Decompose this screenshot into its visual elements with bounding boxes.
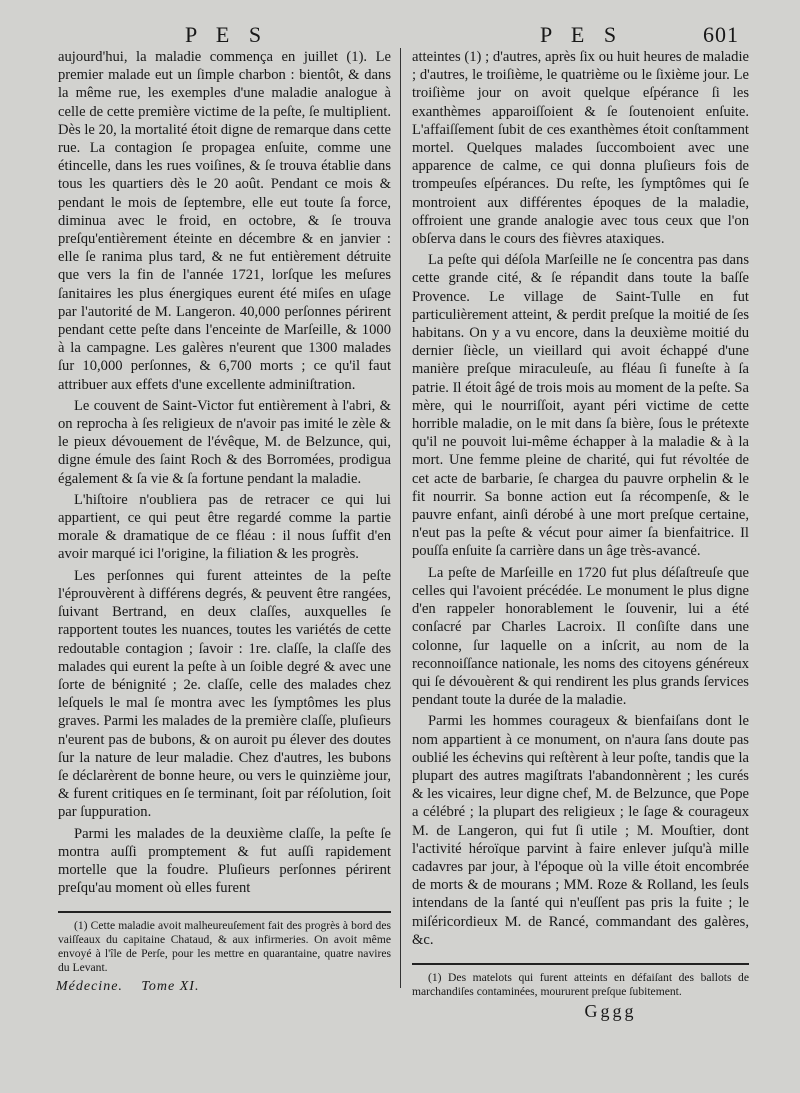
paragraph: La peſte de Marſeille en 1720 fut plus déſaſtreuſe que celles qui l'avoient précédée. Le monument le plus digne d'en rappeler honorablement le ſouvenir, lui a été conſacré par Charles Lacroix. Il conſiſte dans une colonne, ſur laquelle on a inſcrit, au nom de la reconnoiſſance nationale, les noms des citoyens généreux qui ſe dévouèrent & qui rendirent les plus grands ſervices pendant toute la durée de la maladie. xyxy=(412,564,749,709)
running-head-right: P E S xyxy=(540,22,624,47)
signature-volume: Tome XI. xyxy=(141,979,200,995)
signature-line xyxy=(58,978,391,996)
page-number: 601 xyxy=(703,22,739,47)
paragraph: atteintes (1) ; d'autres, après ſix ou huit heures de maladie ; d'autres, le troiſième, le quatrième ou le ſixième jour. Le troiſième jour on avoit quelque eſpérance ſi les exanthèmes apparoiſſoient & ſe ſoutenoient enſuite. L'affaiſſement ſubit de ces exanthèmes étoit conſtamment mortel. Quelques malades ſuccomboient avec une apparence de calme, ce qui donna pluſieurs fois de trompeuſes eſpérances. Du reſte, les ſymptômes qui ſe montroient aux différentes époques de la maladie, offroient une grande analogie avec tous ceux que l'on obſerva dans le cours des fièvres ataxiques. xyxy=(412,49,749,248)
paragraph: L'hiſtoire n'oubliera pas de retracer ce qui lui appartient, ce qui peut être regardé comme la partie morale & dramatique de ce fléau : il nous ſuffit d'en avoir marqué ici l'origine, la filiation & les progrès. xyxy=(58,491,391,563)
footnote: (1) Des matelots qui furent atteints en défaiſant des ballots de marchandiſes contaminées, moururent preſque ſubitement. xyxy=(412,970,749,998)
column-divider xyxy=(400,48,401,988)
footnote: (1) Cette maladie avoit malheureuſement fait des progrès à bord des vaiſſeaux du capitaine Chataud, & aux infirmeries. On avoit même envoyé à l'île de Perſe, pour les mettre en quarantaine, quatre navires du Levant. xyxy=(58,919,391,975)
running-head-left: P E S xyxy=(185,22,269,47)
paragraph: Parmi les malades de la deuxième claſſe, la peſte ſe montra auſſi promptement & fut auſſi rapidement mortelle que la foudre. Pluſieurs perſonnes périrent preſqu'au moment où elles furent xyxy=(58,825,391,897)
signature-label: Médecine. xyxy=(56,979,123,995)
running-head xyxy=(0,22,800,48)
paragraph: La peſte qui déſola Marſeille ne ſe concentra pas dans cette grande cité, & ſe répandit dans toute la baſſe Provence. Le village de Saint-Tulle en fut particulièrement atteint, & perdit preſque la moitié de ſes habitans. On y a vu encore, dans la deuxième moitié du dernier ſiècle, un vieillard qui avoit échappé d'une manière preſque miraculeuſe, au fléau ſi funeſte à ſa patrie. Il étoit âgé de trois mois au moment de la peſte. Sa mère, qui le nourriſſoit, ayant péri victime de cette horrible maladie, on le mit dans ſa bière, ſous le prétexte qu'il ne pouvoit lui-même échapper à la maladie & à la mort. Une femme pleine de charité, qui fut révoltée de cet acte de barbarie, ſe chargea du pauvre orphelin & le fit nourrir. Sa bonne action eut ſa récompenſe, & le pauvre enfant, ainſi dérobé à une mort preſque certaine, n'eut pas la peſte & vécut pour aimer ſa bienfaitrice. Il pouſſa enſuite ſa carrière dans un âge très-avancé. xyxy=(412,252,749,560)
paragraph: aujourd'hui, la maladie commença en juillet (1). Le premier malade eut un ſimple charbon : bientôt, & dans la même rue, les exemples d'une maladie analogue à celle de cette première victime de la peſte, ſe multiplient. Dès le 20, la mortalité étoit digne de remarque dans cette rue. La contagion ſe propagea enſuite, comme une étincelle, dans les rues voiſines, & ſe trouva établie dans tous les quartiers dès le 20 août. Pendant ce mois & pendant le mois de ſeptembre, elle eut toute ſa force, diminua avec le froid, en octobre, & ſe trouva preſqu'entièrement éteinte en décembre & en janvier : elle ſe ranima plus tard, & ne fut entièrement détruite que vers la fin de l'année 1721, lorſque les meſures ſanitaires les plus énergiques eurent été miſes en uſage par l'autorité de M. Langeron. 40,000 perſonnes périrent pendant cette peſte dans l'enceinte de Marſeille, & 1000 à la campagne. Les galères n'eurent que 1300 malades ſur 10,000 perſonnes, & 6,700 morts ; ce qu'il faut attribuer aux effets d'une excellente adminiſtration. xyxy=(58,49,391,393)
paragraph: Parmi les hommes courageux & bienfaiſans dont le nom appartient à ce monument, on n'aura ſans doute pas oublié les échevins qui reſtèrent à leur poſte, tandis que la plupart des autres magiſtrats l'abandonnèrent ; les curés & les vicaires, leur digne chef, M. de Belzunce, que Pope a célébré ; la plupart des religieux ; le ſage & courageux M. de Langeron, qui fut ſi utile ; M. Mouſtier, dont l'activité héroïque parvint à faire enlever juſqu'à mille cadavres par jour, à l'époque où la ville étoit encombrée de morts & de mourans ; MM. Roze & Rolland, les ſeuls intendans de la ſanté qui n'euſſent pas pris la fuite ; le miſéricordieux M. de Rancé, commandant des galères, &c. xyxy=(412,713,749,948)
left-column xyxy=(58,48,391,997)
gathering-mark: Gggg xyxy=(584,1000,637,1021)
paragraph: Les perſonnes qui furent atteintes de la peſte l'éprouvèrent à différens degrés, & peuvent être rangées, ſuivant Bertrand, en deux claſſes, auxquelles ſe rapportent toutes les nuances, toutes les variétés de cette redoutable contagion ; ſavoir : 1re. claſſe, la claſſe des malades qui eurent la peſte à un ſoible degré & avec une ſorte de bénignité ; 2e. claſſe, celle des malades chez leſquels le mal ſe montra avec les ſymptômes les plus graves. Parmi les malades de la première claſſe, pluſieurs n'eurent pas de bubons, & on auroit pu élever des doutes ſur la nature de leur maladie. Chez d'autres, les bubons ſe déclarèrent de bonne heure, ou vers le quinzième jour, & furent critiques en ſe terminant, ſoit par réſolution, ſoit par ſuppuration. xyxy=(58,567,391,821)
right-column xyxy=(412,48,749,1020)
footnote-rule xyxy=(412,963,749,965)
footnote-rule xyxy=(58,911,391,913)
paragraph: Le couvent de Saint-Victor fut entièrement à l'abri, & on reprocha à ſes religieux de n'avoir pas imité le zèle & le pieux dévouement de l'évêque, M. de Belzunce, qui, digne émule des ſaint Roch & des Borromées, prodigua également & ſa vie & ſa fortune pendant la maladie. xyxy=(58,397,391,487)
